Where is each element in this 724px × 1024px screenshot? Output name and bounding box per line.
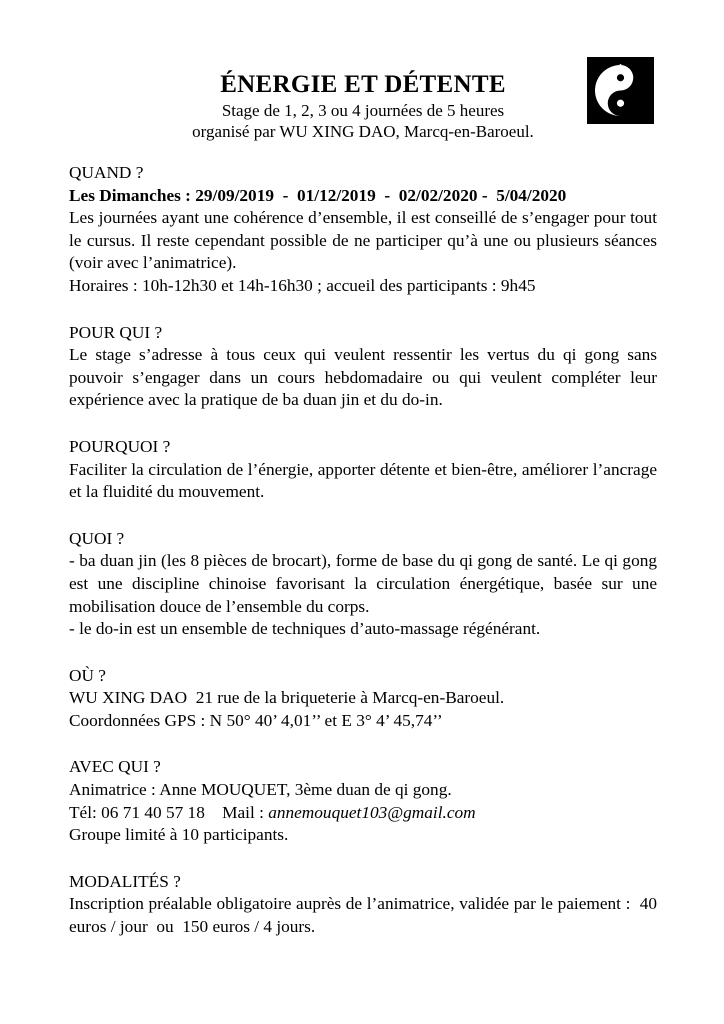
section-heading: OÙ ? (69, 665, 106, 685)
modalites-text: Inscription préalable obligatoire auprès de l’animatrice, validée par le paiement : 40 euros / jour ou 150 euros / 4 jours. (69, 894, 662, 937)
section-pour-qui (69, 322, 657, 412)
subtitle-duration: Stage de 1, 2, 3 ou 4 journées de 5 heures (221, 101, 505, 120)
contact-line (69, 802, 657, 825)
section-heading: QUOI ? (69, 528, 125, 548)
dates-line: Les Dimanches : 29/09/2019 - 01/12/2019 - 02/02/2020 - 5/04/2020 (69, 185, 567, 205)
section-modalites (69, 871, 662, 939)
subtitle-organizer: organisé par WU XING DAO, Marcq-en-Baroeul. (192, 122, 534, 141)
section-heading: MODALITÉS ? (69, 871, 181, 891)
section-heading: QUAND ? (69, 163, 144, 182)
mail-label: Mail : (222, 802, 269, 822)
pourquoi-text: Faciliter la circulation de l’énergie, apporter détente et bien-être, améliorer l’ancrage et la fluidité du mouvement. (69, 459, 657, 502)
horaires-line: Horaires : 10h-12h30 et 14h-16h30 ; accueil des participants : 9h45 (69, 275, 536, 295)
email-address[interactable]: annemouquet103@gmail.com (268, 802, 476, 822)
quoi-text-do-in: - le do-in est un ensemble de techniques d’auto-massage régénérant. (69, 619, 541, 639)
section-pourquoi (69, 436, 657, 504)
page-title: ÉNERGIE ET DÉTENTE (220, 71, 506, 98)
quoi-text-ba-duan-jin: - ba duan jin (les 8 pièces de brocart), forme de base du qi gong de santé. Le qi gong est une discipline chinoise favorisant la circulation énergétique, basée sur une mobilisation douce de l’ensemble du corps. (69, 551, 657, 616)
phone-number: Tél: 06 71 40 57 18 (69, 802, 205, 822)
document-page (69, 70, 662, 939)
section-quoi (69, 528, 657, 641)
animatrice-line: Animatrice : Anne MOUQUET, 3ème duan de qi gong. (69, 780, 452, 800)
group-limit-line: Groupe limité à 10 participants. (69, 825, 289, 845)
section-heading: POURQUOI ? (69, 436, 171, 456)
pour-qui-text: Le stage s’adresse à tous ceux qui veulent ressentir les vertus du qi gong sans pouvoir s’engager dans un cours hebdomadaire ou qui veulent compléter leur expérience avec la pratique de ba duan jin et du do-in. (69, 345, 657, 410)
section-heading: AVEC QUI ? (69, 757, 161, 777)
section-avec-qui (69, 756, 657, 846)
section-ou (69, 665, 657, 733)
document-header (58, 70, 668, 142)
quand-text: Les journées ayant une cohérence d’ensemble, il est conseillé de s’engager pour tout le cursus. Il reste cependant possible de ne participer qu’à une ou plusieurs séances (voir avec l’animatrice). (69, 208, 657, 273)
gps-line: Coordonnées GPS : N 50° 40’ 4,01’’ et E 3° 4’ 45,74’’ (69, 710, 443, 730)
section-heading: POUR QUI ? (69, 322, 163, 342)
section-quand (69, 162, 657, 298)
address-line: WU XING DAO 21 rue de la briqueterie à Marcq-en-Baroeul. (69, 688, 505, 708)
